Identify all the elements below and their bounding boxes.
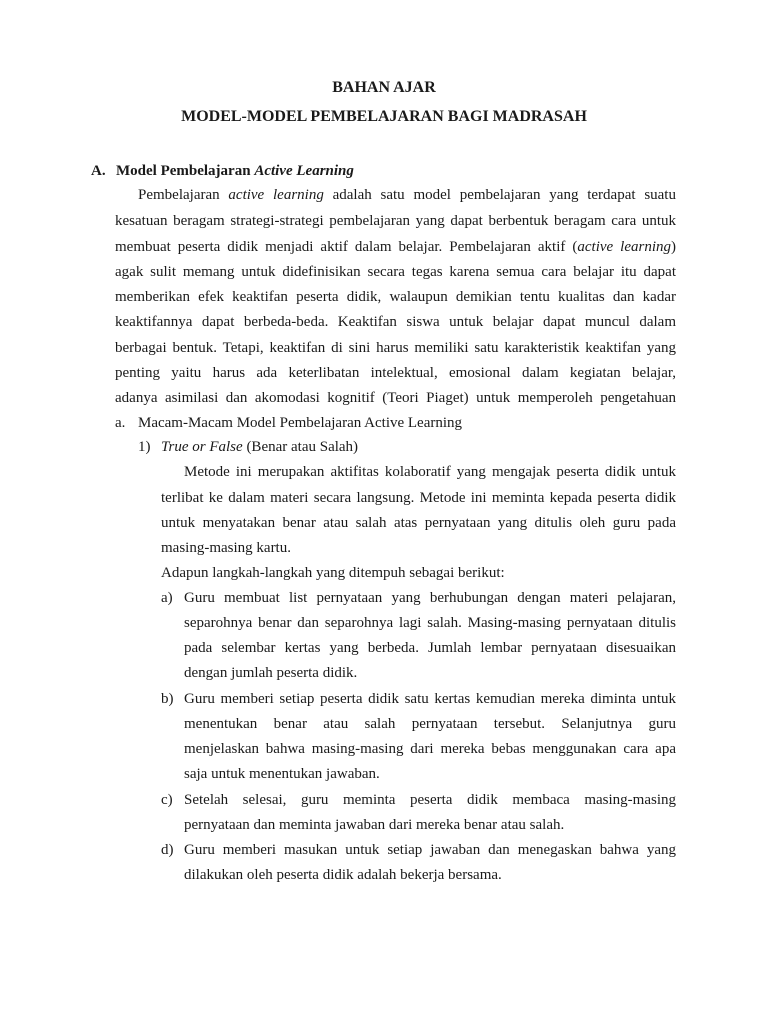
paragraph-line: masing-masing kartu. [161,540,291,556]
section-a-heading-italic: Active Learning [254,163,354,179]
item-1-label: 1) [138,439,151,455]
paragraph-line [115,388,676,408]
paragraph-line [115,338,676,358]
step-line: Guru memberi masukan untuk setiap jawaban dan menegaskan bahwa yang [184,842,676,858]
text-segment: Pembelajaran [138,187,229,203]
step-label: c) [161,792,173,808]
step-line: separohnya benar dan separohnya lagi salah. Masing-masing pernyataan ditulis [184,615,676,631]
paragraph-line [115,262,676,282]
step-line: dengan jumlah peserta didik. [184,665,358,681]
subsection-a-text: Macam-Macam Model Pembelajaran Active Learning [138,415,463,431]
step-label: b) [161,691,174,707]
text-segment: kesatuan beragam strategi-strategi pembelajaran yang dapat berbentuk beragam cara untuk [115,213,676,229]
text-segment: adanya asimilasi dan akomodasi kognitif (Teori Piaget) untuk memperoleh pengetahuan [115,390,676,406]
step-line: Setelah selesai, guru meminta peserta didik membaca masing-masing [184,792,676,808]
text-segment: berbagai bentuk. Tetapi, keaktifan di sini harus memiliki satu karakteristik keaktifan yang [115,340,676,356]
text-segment: keaktifannya dapat berbeda-beda. Keaktifan siswa untuk belajar dapat muncul dalam [115,314,676,330]
subsection-a-heading [115,413,462,433]
step-line: menentukan benar atau salah pernyataan tersebut. Selanjutnya guru [184,716,676,732]
item-1-heading [138,437,358,457]
item-1-title-italic: True or False [161,439,243,455]
section-a-heading-text: Model Pembelajaran [116,163,255,179]
paragraph-line [115,287,676,307]
paragraph-line: untuk menyatakan benar atau salah atas pernyataan yang ditulis oleh guru pada [161,515,676,531]
step-label: d) [161,842,174,858]
text-segment: adalah satu model pembelajaran yang terdapat suatu [323,187,676,203]
step-line: dilakukan oleh peserta didik adalah bekerja bersama. [184,867,502,883]
text-segment: agak sulit memang untuk didefinisikan secara tegas karena semua cara belajar itu dapat [115,264,676,280]
paragraph-line [115,363,676,383]
step-line: menjelaskan bahwa masing-masing dari mereka bebas menggunakan cara apa [184,741,676,757]
paragraph-line: terlibat ke dalam materi secara langsung. Metode ini meminta kepada peserta didik [161,490,676,506]
document-subtitle: MODEL-MODEL PEMBELAJARAN BAGI MADRASAH [181,108,587,125]
paragraph-line: Metode ini merupakan aktifitas kolaboratif yang mengajak peserta didik untuk [184,464,676,480]
document-title: BAHAN AJAR [332,79,436,96]
paragraph-line [115,237,676,257]
step-label: a) [161,590,173,606]
subsection-a-label: a. [115,415,126,431]
paragraph-line [138,185,676,205]
text-segment: membuat peserta didik menjadi aktif dalam belajar. Pembelajaran aktif ( [115,239,578,255]
paragraph-line [115,312,676,332]
steps-intro: Adapun langkah-langkah yang ditempuh sebagai berikut: [161,565,505,581]
paragraph-line [115,211,676,231]
step-line: pada selembar kertas yang berbeda. Jumlah lembar pernyataan disesuaikan [184,640,676,656]
step-line: Guru memberi setiap peserta didik satu kertas kemudian mereka diminta untuk [184,691,676,707]
step-line: saja untuk menentukan jawaban. [184,766,380,782]
step-line: Guru membuat list pernyataan yang berhubungan dengan materi pelajaran, [184,590,676,606]
item-1-title-plain: (Benar atau Salah) [242,439,359,455]
text-segment: penting yaitu harus ada keterlibatan intelektual, emosional dalam kegiatan belajar, [115,365,676,381]
section-a-heading [91,161,354,181]
text-segment: ) [671,239,677,255]
section-a-label: A. [91,163,106,179]
step-line: pernyataan dan meminta jawaban dari mereka benar atau salah. [184,817,565,833]
italic-term: active learning [228,187,324,203]
text-segment: memberikan efek keaktifan peserta didik, walaupun demikian tentu kualitas dan kadar [115,289,676,305]
italic-term: active learning [577,239,672,255]
